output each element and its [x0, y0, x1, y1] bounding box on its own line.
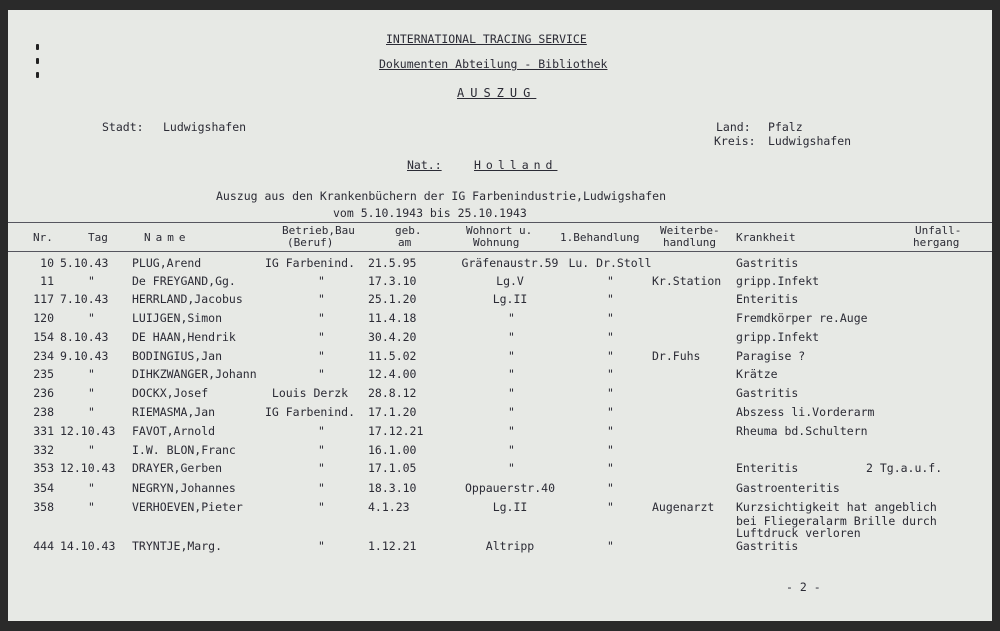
kreis-label: Kreis:: [714, 134, 756, 148]
col-wohnort-sub: Wohnung: [473, 236, 520, 249]
org-title: INTERNATIONAL TRACING SERVICE: [386, 32, 587, 46]
cell-tag: 7.10.43: [60, 292, 109, 306]
cell-name: NEGRYN,Johannes: [132, 481, 236, 495]
cell-beh: ": [607, 330, 614, 344]
cell-name: TRYNTJE,Marg.: [132, 539, 223, 553]
cell-beh: ": [607, 405, 614, 419]
cell-tag: ": [88, 274, 95, 288]
cell-nr: 154: [33, 330, 54, 344]
col-name: Name: [144, 231, 191, 244]
col-behandlung: 1.Behandlung: [560, 231, 640, 244]
cell-name: DOCKX,Josef: [132, 386, 209, 400]
cell-beh: ": [607, 500, 614, 514]
cell-wohnort: Lg.II: [492, 500, 528, 514]
cell-krank: gripp.Infekt: [736, 330, 820, 344]
period: vom 5.10.1943 bis 25.10.1943: [333, 206, 527, 220]
col-unfall-sub: hergang: [913, 236, 960, 249]
cell-name: DIHKZWANGER,Johann: [132, 367, 257, 381]
binder-hole: [36, 58, 39, 64]
cell-geb: 28.8.12: [368, 386, 417, 400]
cell-name: De FREYGAND,Gg.: [132, 274, 236, 288]
cell-tag: ": [88, 367, 95, 381]
cell-geb: 17.12.21: [368, 424, 424, 438]
cell-krank: Gastroenteritis: [736, 481, 840, 495]
col-betrieb-sub: (Beruf): [287, 236, 334, 249]
nationality-value: Holland: [474, 158, 558, 172]
cell-beh: ": [607, 481, 614, 495]
cell-weiter: Augenarzt: [652, 500, 715, 514]
col-unfall: Unfall-: [915, 224, 962, 237]
cell-name: DE HAAN,Hendrik: [132, 330, 236, 344]
cell-nr: 120: [33, 311, 54, 325]
city-value: Ludwigshafen: [163, 120, 247, 134]
cell-beh: ": [607, 367, 614, 381]
cell-beh: ": [607, 539, 614, 553]
col-geb-sub: am: [398, 236, 412, 249]
cell-beh: ": [607, 424, 614, 438]
cell-nr: 238: [33, 405, 54, 419]
cell-name: DRAYER,Gerben: [132, 461, 223, 475]
cell-beh: Lu. Dr.Stoll: [568, 256, 652, 270]
cell-beh: ": [607, 461, 614, 475]
cell-krank: gripp.Infekt: [736, 274, 820, 288]
cell-betrieb: IG Farbenind.: [264, 256, 355, 270]
cell-krank: Enteritis: [736, 292, 799, 306]
cell-nr: 354: [33, 481, 54, 495]
city-label: Stadt:: [102, 120, 144, 134]
table-header-rule: [8, 251, 992, 252]
cell-krank: Abszess li.Vorderarm: [736, 405, 875, 419]
cell-nr: 10: [40, 256, 54, 270]
cell-tag: 9.10.43: [60, 349, 109, 363]
cell-nr: 117: [33, 292, 54, 306]
document-title: AUSZUG: [457, 86, 537, 100]
krankheit-continued-1: bei Fliegeralarm Brille durch: [736, 514, 937, 528]
cell-beh: ": [607, 292, 614, 306]
cell-betrieb: ": [318, 274, 325, 288]
cell-nr: 331: [33, 424, 54, 438]
cell-nr: 332: [33, 443, 54, 457]
cell-name: HERRLAND,Jacobus: [132, 292, 243, 306]
cell-geb: 17.1.20: [368, 405, 417, 419]
cell-wohnort: ": [508, 330, 515, 344]
cell-betrieb: ": [318, 311, 325, 325]
cell-wohnort: ": [508, 461, 515, 475]
col-krankheit: Krankheit: [736, 231, 796, 244]
land-value: Pfalz: [768, 120, 803, 134]
cell-tag: ": [88, 311, 95, 325]
cell-wohnort: ": [508, 367, 515, 381]
cell-geb: 11.5.02: [368, 349, 417, 363]
nationality-label: Nat.:: [407, 158, 442, 172]
col-nr: Nr.: [33, 231, 53, 244]
cell-wohnort: Lg.V: [496, 274, 524, 288]
cell-wohnort: ": [508, 349, 515, 363]
cell-unfall: 2 Tg.a.u.f.: [866, 461, 943, 475]
cell-krank: Enteritis: [736, 461, 799, 475]
cell-krank: Rheuma bd.Schultern: [736, 424, 868, 438]
cell-wohnort: ": [508, 443, 515, 457]
cell-krank: Krätze: [736, 367, 778, 381]
cell-geb: 17.1.05: [368, 461, 417, 475]
cell-nr: 236: [33, 386, 54, 400]
cell-betrieb: Louis Derzk: [271, 386, 349, 400]
cell-name: BODINGIUS,Jan: [132, 349, 223, 363]
col-betrieb: Betrieb,Bau: [282, 224, 355, 237]
col-wohnort: Wohnort u.: [466, 224, 533, 237]
land-label: Land:: [716, 120, 751, 134]
cell-beh: ": [607, 443, 614, 457]
cell-tag: 12.10.43: [60, 424, 116, 438]
kreis-value: Ludwigshafen: [768, 134, 852, 148]
cell-beh: ": [607, 274, 614, 288]
cell-name: I.W. BLON,Franc: [132, 443, 236, 457]
cell-weiter: Kr.Station: [652, 274, 722, 288]
document-description: Auszug aus den Krankenbüchern der IG Farbenindustrie,Ludwigshafen: [216, 189, 667, 203]
binder-hole: [36, 44, 39, 50]
cell-wohnort: ": [508, 311, 515, 325]
cell-tag: ": [88, 386, 95, 400]
cell-geb: 4.1.23: [368, 500, 410, 514]
cell-krank: Gastritis: [736, 256, 799, 270]
cell-geb: 30.4.20: [368, 330, 417, 344]
cell-beh: ": [607, 311, 614, 325]
col-tag: Tag: [88, 231, 108, 244]
cell-tag: 14.10.43: [60, 539, 116, 553]
cell-betrieb: ": [318, 481, 325, 495]
cell-krank: Paragise ?: [736, 349, 806, 363]
cell-wohnort: ": [508, 405, 515, 419]
cell-wohnort: Oppauerstr.40: [464, 481, 555, 495]
cell-betrieb: ": [318, 539, 325, 553]
cell-nr: 358: [33, 500, 54, 514]
cell-geb: 18.3.10: [368, 481, 417, 495]
cell-name: LUIJGEN,Simon: [132, 311, 223, 325]
cell-nr: 235: [33, 367, 54, 381]
col-geb: geb.: [395, 224, 422, 237]
cell-weiter: Dr.Fuhs: [652, 349, 701, 363]
cell-geb: 1.12.21: [368, 539, 417, 553]
cell-name: RIEMASMA,Jan: [132, 405, 216, 419]
cell-tag: ": [88, 405, 95, 419]
cell-nr: 353: [33, 461, 54, 475]
col-weiter-sub: handlung: [663, 236, 716, 249]
cell-geb: 16.1.00: [368, 443, 417, 457]
cell-wohnort: ": [508, 386, 515, 400]
cell-betrieb: ": [318, 424, 325, 438]
cell-geb: 12.4.00: [368, 367, 417, 381]
cell-wohnort: Lg.II: [492, 292, 528, 306]
cell-name: FAVOT,Arnold: [132, 424, 216, 438]
binder-hole: [36, 72, 39, 78]
cell-betrieb: ": [318, 367, 325, 381]
cell-wohnort: ": [508, 424, 515, 438]
cell-krank: Gastritis: [736, 386, 799, 400]
cell-nr: 444: [33, 539, 54, 553]
cell-krank: Kurzsichtigkeit hat angeblich: [736, 500, 937, 514]
krankheit-continued-2: Luftdruck verloren: [736, 526, 861, 540]
cell-geb: 21.5.95: [368, 256, 417, 270]
cell-geb: 25.1.20: [368, 292, 417, 306]
cell-tag: 12.10.43: [60, 461, 116, 475]
cell-nr: 234: [33, 349, 54, 363]
cell-wohnort: Gräfenaustr.59: [461, 256, 559, 270]
cell-tag: ": [88, 500, 95, 514]
cell-geb: 17.3.10: [368, 274, 417, 288]
cell-betrieb: ": [318, 461, 325, 475]
table-top-rule: [8, 222, 992, 223]
cell-tag: ": [88, 481, 95, 495]
cell-betrieb: ": [318, 349, 325, 363]
cell-name: PLUG,Arend: [132, 256, 202, 270]
cell-geb: 11.4.18: [368, 311, 417, 325]
cell-tag: 8.10.43: [60, 330, 109, 344]
cell-name: VERHOEVEN,Pieter: [132, 500, 243, 514]
cell-betrieb: ": [318, 292, 325, 306]
cell-tag: 5.10.43: [60, 256, 109, 270]
cell-wohnort: Altripp: [485, 539, 535, 553]
col-weiter: Weiterbe-: [660, 224, 720, 237]
department-title: Dokumenten Abteilung - Bibliothek: [379, 57, 608, 71]
cell-betrieb: ": [318, 443, 325, 457]
cell-betrieb: ": [318, 500, 325, 514]
page-number: - 2 -: [786, 580, 821, 594]
cell-betrieb: IG Farbenind.: [264, 405, 355, 419]
cell-tag: ": [88, 443, 95, 457]
cell-beh: ": [607, 349, 614, 363]
cell-beh: ": [607, 386, 614, 400]
cell-krank: Gastritis: [736, 539, 799, 553]
cell-nr: 11: [40, 274, 54, 288]
cell-betrieb: ": [318, 330, 325, 344]
cell-krank: Fremdkörper re.Auge: [736, 311, 868, 325]
